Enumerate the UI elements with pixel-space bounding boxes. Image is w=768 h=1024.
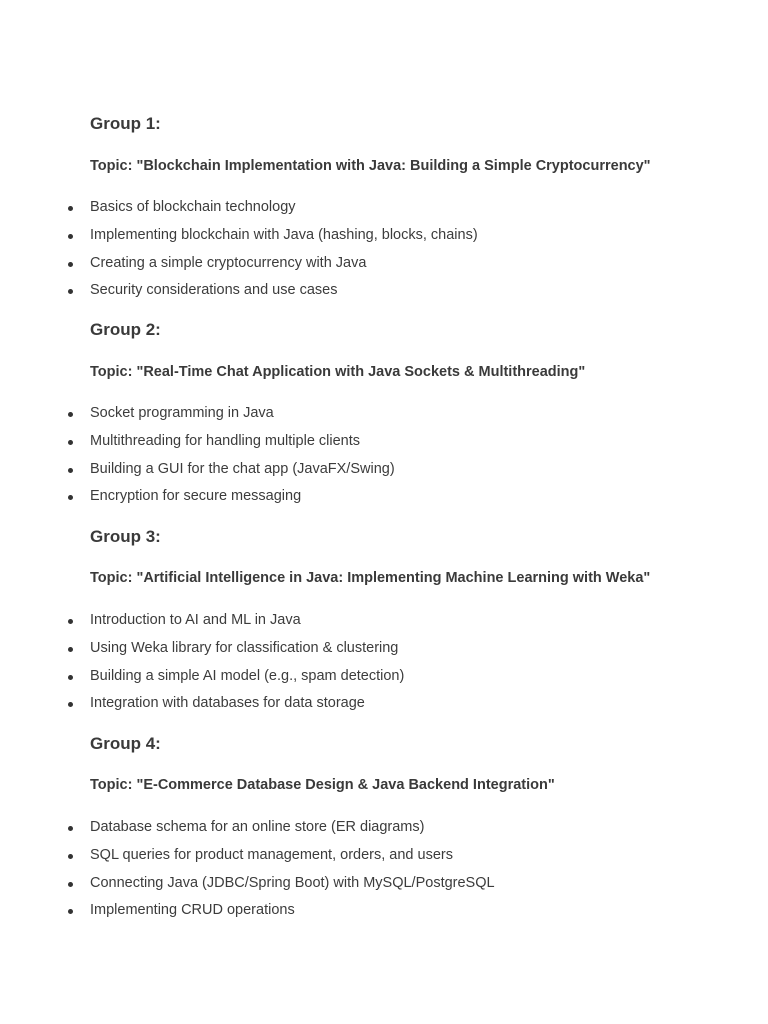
bullet-icon	[68, 412, 73, 417]
bullet-icon	[68, 675, 73, 680]
list-item-text: Database schema for an online store (ER diagrams)	[90, 819, 425, 835]
bullet-icon	[68, 440, 73, 445]
group-heading: Group 3:	[90, 527, 161, 546]
bullet-icon	[68, 882, 73, 887]
group-topic: Topic: "Real-Time Chat Application with Java Sockets & Multithreading"	[90, 364, 586, 380]
bullet-icon	[68, 619, 73, 624]
list-item-text: Socket programming in Java	[90, 405, 274, 421]
bullet-icon	[68, 495, 73, 500]
list-item-text: Basics of blockchain technology	[90, 199, 296, 215]
list-item-text: Encryption for secure messaging	[90, 488, 302, 505]
list-item-text: Multithreading for handling multiple clients	[90, 432, 361, 449]
list-item-text: Integration with databases for data storage	[90, 695, 365, 712]
list-item-text: Implementing CRUD operations	[90, 902, 295, 919]
bullet-icon	[68, 909, 73, 914]
list-item-text: Building a GUI for the chat app (JavaFX/Swing)	[90, 460, 395, 477]
bullet-icon	[68, 289, 73, 294]
group-heading: Group 1:	[90, 114, 161, 133]
list-item-text: Building a simple AI model (e.g., spam detection)	[90, 667, 405, 684]
group-topic: Topic: "E-Commerce Database Design & Java Backend Integration"	[90, 777, 555, 793]
list-item-text: Connecting Java (JDBC/Spring Boot) with MySQL/PostgreSQL	[90, 874, 495, 891]
group-heading: Group 2:	[90, 320, 161, 339]
group-topic: Topic: "Artificial Intelligence in Java: Implementing Machine Learning with Weka"	[90, 570, 651, 586]
list-item-text: Introduction to AI and ML in Java	[90, 612, 301, 628]
list-item-text: Security considerations and use cases	[90, 282, 338, 299]
bullet-icon	[68, 702, 73, 707]
bullet-icon	[68, 647, 73, 652]
list-item-text: Using Weka library for classification & clustering	[90, 639, 399, 656]
list-item-text: Implementing blockchain with Java (hashing, blocks, chains)	[90, 226, 478, 243]
bullet-icon	[68, 206, 73, 211]
bullet-icon	[68, 854, 73, 859]
group-topic: Topic: "Blockchain Implementation with Java: Building a Simple Cryptocurrency"	[90, 158, 651, 174]
bullet-icon	[68, 826, 73, 831]
group-heading: Group 4:	[90, 734, 161, 753]
bullet-icon	[68, 234, 73, 239]
list-item-text: Creating a simple cryptocurrency with Java	[90, 254, 367, 271]
bullet-icon	[68, 262, 73, 267]
bullet-icon	[68, 468, 73, 473]
list-item-text: SQL queries for product management, orders, and users	[90, 846, 453, 863]
